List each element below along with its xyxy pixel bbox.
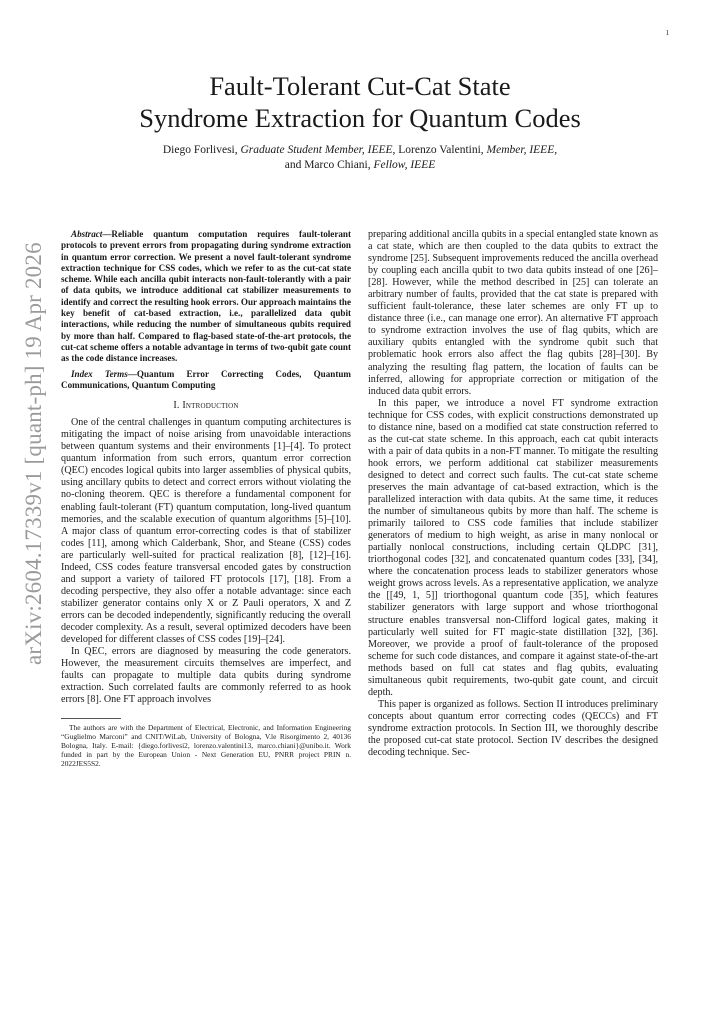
body-paragraph: In QEC, errors are diagnosed by measuring the code generators. However, the measurement circuits themselves are imperfect, and faults can propagate to multiple data qubits during syndrome extraction. Such correlated faults are commonly referred to as hook errors [8]. One FT approach involves (61, 646, 351, 706)
paper-title (60, 70, 660, 134)
abstract (61, 229, 351, 365)
body-paragraph: One of the central challenges in quantum computing architectures is mitigating the impact of noise arising from unavoidable interactions between quantum systems and their environments [1]–[4]. To protect quantum information from such errors, quantum error correction (QEC) encodes logical qubits into larger assemblies of physical qubits, using ancillary qubits to detect and correct errors without violating the no-cloning theorem. QEC is therefore a fundamental component for enabling fault-tolerant (FT) quantum computation, long-lived quantum memories, and the scalable execution of quantum algorithms [5]–[10]. A major class of quantum error-correcting codes is that of stabilizer codes [11], among which Calderbank, Shor, and Steane (CSS) codes are particularly well-suited for practical realization [8], [12]–[16]. Indeed, CSS codes feature transversal encoded gates by construction and support a variety of tailored FT protocols [17], [18]. From a decoding perspective, they also offer a notable advantage: since each stabilizer generator contains only X or Z Pauli operators, X and Z errors can be decoded independently, significantly reducing the overall decoder complexity. As a result, several optimized decoders have been developed for different classes of CSS codes [19]–[24]. (61, 417, 351, 646)
section-title: Introduction (182, 400, 239, 412)
title-block (60, 70, 660, 173)
affiliation-footnote: The authors are with the Department of Electrical, Electronic, and Information Engineering “Guglielmo Marconi” and CNIT/WiLab, University of Bologna, V.le Risorgimento 2, 40136 Bologna, Italy. E-mail: {diego.forlivesi2, lorenzo.valentini13, marco.chiani}@unibo.it. Work funded in part by the European Union - Next Generation EU, PNRR project PRIN n. 2022JES5S2. (61, 723, 351, 769)
abstract-lead: Abstract (71, 229, 103, 239)
author-name: and Marco Chiani, (284, 159, 374, 171)
left-column (61, 229, 351, 768)
index-terms-body: —Quantum Error Correcting Codes, Quantum Communications, Quantum Computing (61, 368, 351, 390)
index-terms (61, 369, 351, 392)
author-affiliation: Member, IEEE, (486, 144, 558, 156)
author-affiliation: Fellow, IEEE (373, 159, 436, 171)
abstract-body: —Reliable quantum computation requires fault-tolerant protocols to prevent errors from propagating during syndrome extraction in quantum error correction. We present a novel fault-tolerant syndrome extraction technique for CSS codes, which we refer to as the cut-cat state scheme. While each ancilla qubit interacts non-fault-tolerantly with a pair of data qubits, we introduce additional cat stabilizer measurements to identify and correct the resulting hook errors. Our approach maintains the key benefit of cat-based extraction, i.e., parallelized data qubit interactions, while reducing the number of simultaneous qubits required by more than half. Compared to flag-based state-of-the-art protocols, the cut-cat scheme offers a notable advantage in terms of two-qubit gate count as the code distance increases. (61, 229, 351, 364)
section-number: I. (173, 400, 183, 412)
index-terms-lead: Index Terms (71, 368, 128, 379)
author-list (60, 143, 660, 173)
author-name: Diego Forlivesi, (162, 144, 241, 156)
body-paragraph: In this paper, we introduce a novel FT syndrome extraction technique for CSS codes, with explicit constructions demonstrated up to distance nine, based on a modified cat state construction referred to as the cut-cat state scheme. In this approach, each cat qubit interacts with a pair of data qubits in a non-FT manner. To mitigate the resulting hook errors, we perform additional cat stabilizer measurements designed to detect and correct such faults. The cut-cat state scheme preserves the main advantage of cat-based extraction, which is the parallelized interaction with data qubits. At the same time, it reduces the number of simultaneous qubits by more than half. The scheme is primarily tailored to CSS code families that include stabilizer generators of medium to high weight, as arise in many nonlocal or partially nonlocal constructions, including certain QLDPC [31], triorthogonal codes [32], and concatenated quantum codes [33], [34], where the concatenation process leads to stabilizer generators whose weight grows across levels. As a representative application, we analyze the [[49, 1, 5]] triorthogonal quantum code [35], which features stabilizer generators with large support and whose triorthogonal structure enables transversal non-Clifford logical gates, making it particularly well suited for FT magic-state distillation [32], [36]. Moreover, we provide a proof of fault-tolerance of the proposed scheme for such code distances, and compare it against state-of-the-art methods based on full cat states and flag qubits, evaluating simultaneous qubit requirements, two-qubit gate count, and circuit depth. (368, 397, 658, 698)
arxiv-stamp: arXiv:2604.17339v1 [quant-ph] 19 Apr 2026 (21, 242, 46, 665)
section-heading-introduction (61, 400, 351, 412)
title-line-1: Fault-Tolerant Cut-Cat State (209, 71, 511, 101)
author-name: Lorenzo Valentini, (395, 144, 487, 156)
title-line-2: Syndrome Extraction for Quantum Codes (139, 103, 581, 133)
footnote-rule (61, 718, 121, 719)
author-affiliation: Graduate Student Member, IEEE, (240, 144, 396, 156)
right-column (368, 229, 658, 759)
page-number: 1 (665, 29, 669, 37)
body-paragraph: preparing additional ancilla qubits in a special entangled state known as a cat state, which are then coupled to the data qubits to extract the syndrome [25]. Subsequent improvements reduced the ancilla overhead by coupling each ancilla qubit to two data qubits instead of one [26]–[28]. However, while the method described in [25] can tolerate an arbitrary number of faults, provided that the cat state is prepared with sufficient fault-tolerance, these later schemes are only FT up to distance three (i.e., can manage one error). An alternative FT approach to syndrome extraction involves the use of flag qubits, which are auxiliary qubits entangled with the syndrome qubit such that problematic hook errors also affect the flag qubits [28]–[30]. By analyzing the resulting flag pattern, the location of faults can be inferred, allowing for appropriate correction or mitigation of the induced data qubit errors. (368, 229, 658, 397)
body-paragraph: This paper is organized as follows. Section II introduces preliminary concepts about quantum error correcting codes (QECCs) and FT syndrome extraction protocols. In Section III, we thoroughly describe the proposed cut-cat state protocol. Section IV describes the designed decoding technique. Sec- (368, 698, 658, 759)
